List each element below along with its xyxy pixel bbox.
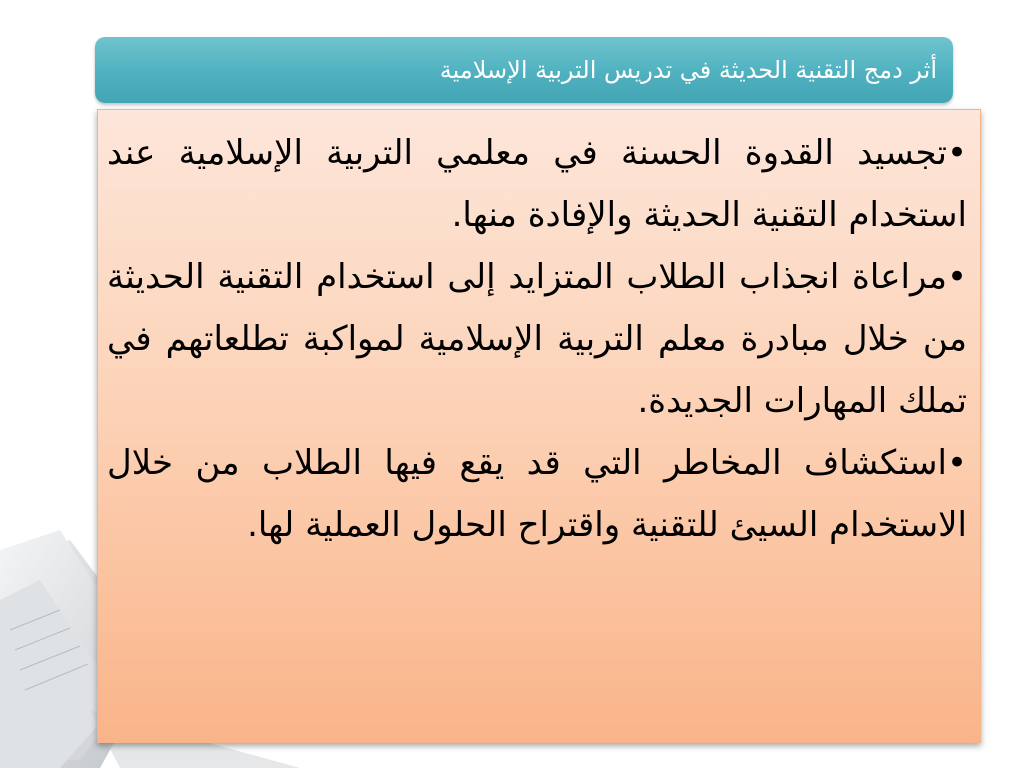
title-bar	[95, 37, 953, 103]
bullet-symbol: •	[946, 133, 967, 173]
bullet-symbol: •	[946, 257, 967, 297]
bullet-text: استكشاف المخاطر التي قد يقع فيها الطلاب من خلال الاستخدام السيئ للتقنية واقتراح الحلول العملية لها.	[107, 443, 967, 545]
bullet-text: مراعاة انجذاب الطلاب المتزايد إلى استخدام التقنية الحديثة من خلال مبادرة معلم التربية الإسلامية لمواكبة تطلعاتهم في تملك المهارات الجديدة.	[107, 257, 967, 421]
content-box	[97, 109, 981, 743]
slide-title: أثر دمج التقنية الحديثة في تدريس التربية الإسلامية	[439, 56, 937, 84]
bullet-item-1	[107, 122, 967, 246]
bullet-list	[107, 122, 967, 556]
bullet-item-2	[107, 246, 967, 432]
bullet-item-3	[107, 432, 967, 556]
bullet-symbol: •	[946, 443, 967, 483]
bullet-text: تجسيد القدوة الحسنة في معلمي التربية الإسلامية عند استخدام التقنية الحديثة والإفادة منها.	[107, 133, 967, 235]
